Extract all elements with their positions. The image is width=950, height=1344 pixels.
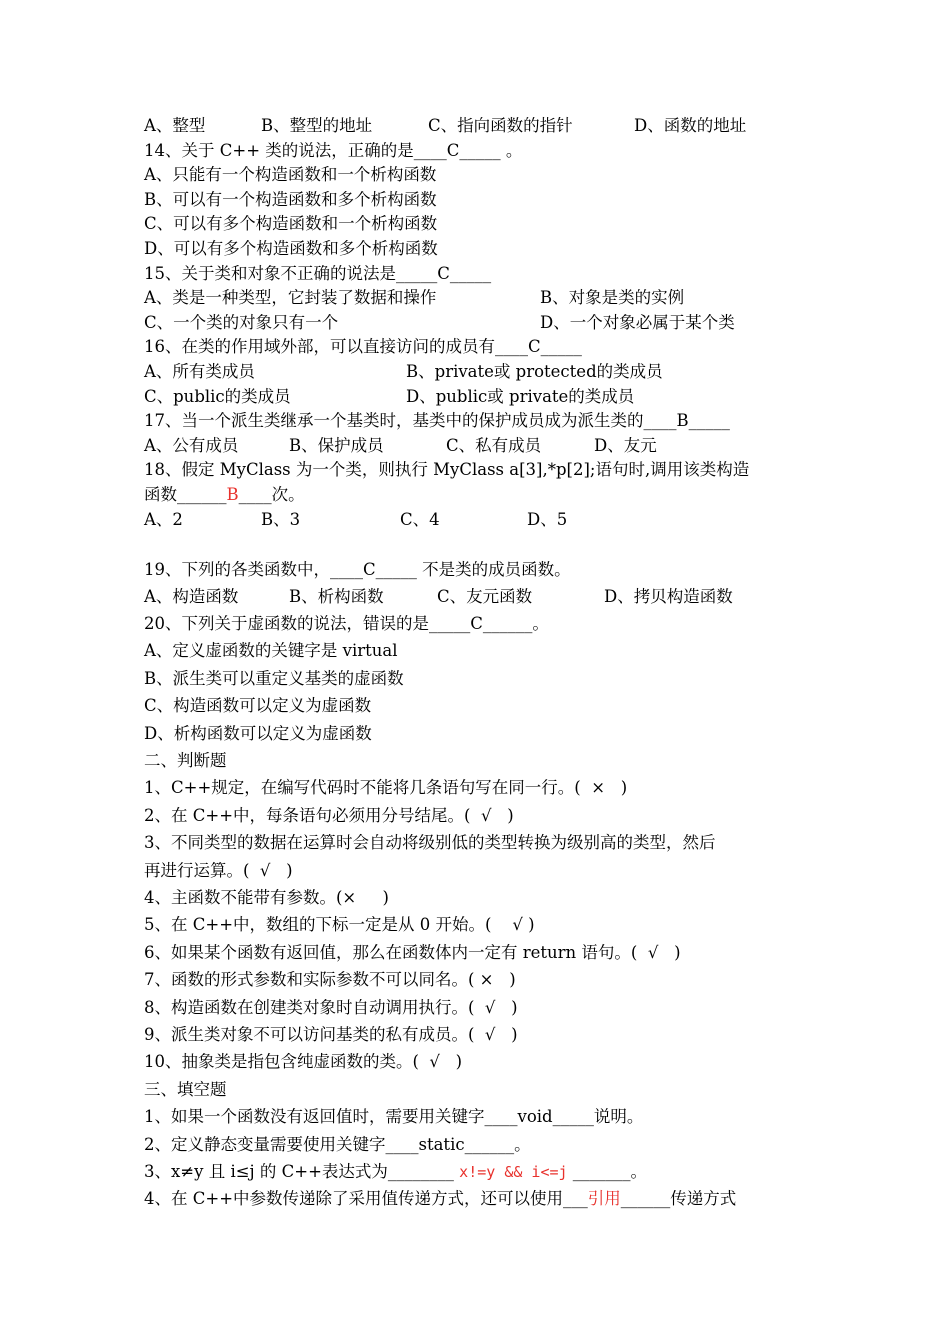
option-text: A、构造函数 <box>144 586 239 606</box>
option-text: A、2 <box>144 509 183 529</box>
option-text: B、3 <box>261 509 301 529</box>
option-text: D、函数的地址 <box>634 116 747 135</box>
line-q14-c: C、可以有多个构造函数和一个析构函数 <box>144 214 438 234</box>
line-j7: 7、函数的形式参数和实际参数不可以同名。( × ) <box>144 970 516 990</box>
line-j2: 2、在 C++中，每条语句必须用分号结尾。( √ ) <box>144 805 514 825</box>
line-j3-cont: 再进行运算。( √ ) <box>144 860 293 880</box>
option-text: A、所有类成员 <box>144 361 255 381</box>
option-text: B、对象是类的实例 <box>540 288 685 308</box>
option-text: C、私有成员 <box>446 435 542 455</box>
option-text: C、指向函数的指针 <box>428 116 573 135</box>
line-q20-b: B、派生类可以重定义基类的虚函数 <box>144 668 404 688</box>
line-j6: 6、如果某个函数有返回值，那么在函数体内一定有 return 语句。( √ ) <box>144 942 681 962</box>
option-text: B、private或 protected的类成员 <box>406 361 663 381</box>
text-segment: ____次。 <box>238 484 305 504</box>
line-q18-options <box>144 508 814 533</box>
line-q16-cd <box>144 385 814 410</box>
line-f3 <box>144 1158 814 1185</box>
line-j10: 10、抽象类是指包含纯虚函数的类。( √ ) <box>144 1052 463 1072</box>
option-text: D、友元 <box>594 435 657 455</box>
option-text: C、public的类成员 <box>144 386 291 406</box>
option-text: C、友元函数 <box>437 586 533 606</box>
line-j4: 4、主函数不能带有参数。(× ) <box>144 887 389 907</box>
line-q20-a: A、定义虚函数的关键字是 virtual <box>144 641 398 661</box>
line-q17-options <box>144 434 814 459</box>
text-segment: 4、在 C++中参数传递除了采用值传递方式，还可以使用___ <box>144 1189 588 1209</box>
document-page <box>144 114 814 1213</box>
line-q17: 17、当一个派生类继承一个基类时，基类中的保护成员成为派生类的____B_____ <box>144 411 730 431</box>
line-f2: 2、定义静态变量需要使用关键字____static______。 <box>144 1134 531 1154</box>
line-j3: 3、不同类型的数据在运算时会自动将级别低的类型转换为级别高的类型，然后 <box>144 833 716 853</box>
option-text: A、公有成员 <box>144 435 239 455</box>
line-q19-options <box>144 583 814 610</box>
text-segment: _______。 <box>567 1161 648 1181</box>
line-q15-ab <box>144 286 814 311</box>
option-text: A、类是一种类型，它封装了数据和操作 <box>144 288 437 308</box>
answer-text: 引用 <box>587 1189 621 1209</box>
line-q19: 19、下列的各类函数中，____C_____ 不是类的成员函数。 <box>144 560 571 580</box>
line-q14: 14、关于 C++ 类的说法，正确的是____C_____ 。 <box>144 140 523 160</box>
option-text: B、整型的地址 <box>261 116 373 135</box>
option-text: D、public或 private的类成员 <box>406 386 635 406</box>
text-segment: 3、x≠y 且 i≤j 的 C++表达式为________ <box>144 1161 460 1181</box>
option-text: A、整型 <box>144 116 206 135</box>
line-f4 <box>144 1185 814 1212</box>
answer-text: x!=y && i<=j <box>459 1162 568 1181</box>
line-q16: 16、在类的作用域外部，可以直接访问的成员有____C_____ <box>144 337 582 357</box>
line-q15-cd <box>144 311 814 336</box>
line-q18: 18、假定 MyClass 为一个类，则执行 MyClass a[3],*p[2];语句时,调用该类构造 <box>144 460 750 480</box>
line-j1: 1、C++规定，在编写代码时不能将几条语句写在同一行。( × ) <box>144 778 628 798</box>
line-q16-ab <box>144 360 814 385</box>
line-j9: 9、派生类对象不可以访问基类的私有成员。( √ ) <box>144 1024 518 1044</box>
answer-text: B <box>226 484 239 504</box>
line-q14-b: B、可以有一个构造函数和多个析构函数 <box>144 189 437 209</box>
text-segment: ______传递方式 <box>620 1189 737 1209</box>
line-q14-d: D、可以有多个构造函数和多个析构函数 <box>144 238 438 258</box>
option-text: B、保护成员 <box>289 435 384 455</box>
line-sec3: 三、填空题 <box>144 1079 227 1099</box>
line-q18-cont <box>144 483 814 508</box>
option-text: D、一个对象必属于某个类 <box>540 312 735 332</box>
option-text: C、一个类的对象只有一个 <box>144 312 339 332</box>
line-f1: 1、如果一个函数没有返回值时，需要用关键字____void_____说明。 <box>144 1107 644 1127</box>
text-segment: 函数______ <box>144 484 227 504</box>
line-q13-options <box>144 114 814 139</box>
option-text: B、析构函数 <box>289 586 384 606</box>
option-text: D、5 <box>527 509 568 529</box>
line-q20: 20、下列关于虚函数的说法，错误的是_____C______。 <box>144 614 549 634</box>
line-sec2: 二、判断题 <box>144 751 227 771</box>
line-j8: 8、构造函数在创建类对象时自动调用执行。( √ ) <box>144 997 518 1017</box>
line-j5: 5、在 C++中，数组的下标一定是从 0 开始。( √ ) <box>144 915 535 935</box>
line-q14-a: A、只能有一个构造函数和一个析构函数 <box>144 165 437 185</box>
line-q15: 15、关于类和对象不正确的说法是_____C_____ <box>144 263 492 283</box>
line-q20-c: C、构造函数可以定义为虚函数 <box>144 696 372 716</box>
option-text: C、4 <box>400 509 440 529</box>
line-q20-d: D、析构函数可以定义为虚函数 <box>144 723 372 743</box>
option-text: D、拷贝构造函数 <box>604 586 733 606</box>
